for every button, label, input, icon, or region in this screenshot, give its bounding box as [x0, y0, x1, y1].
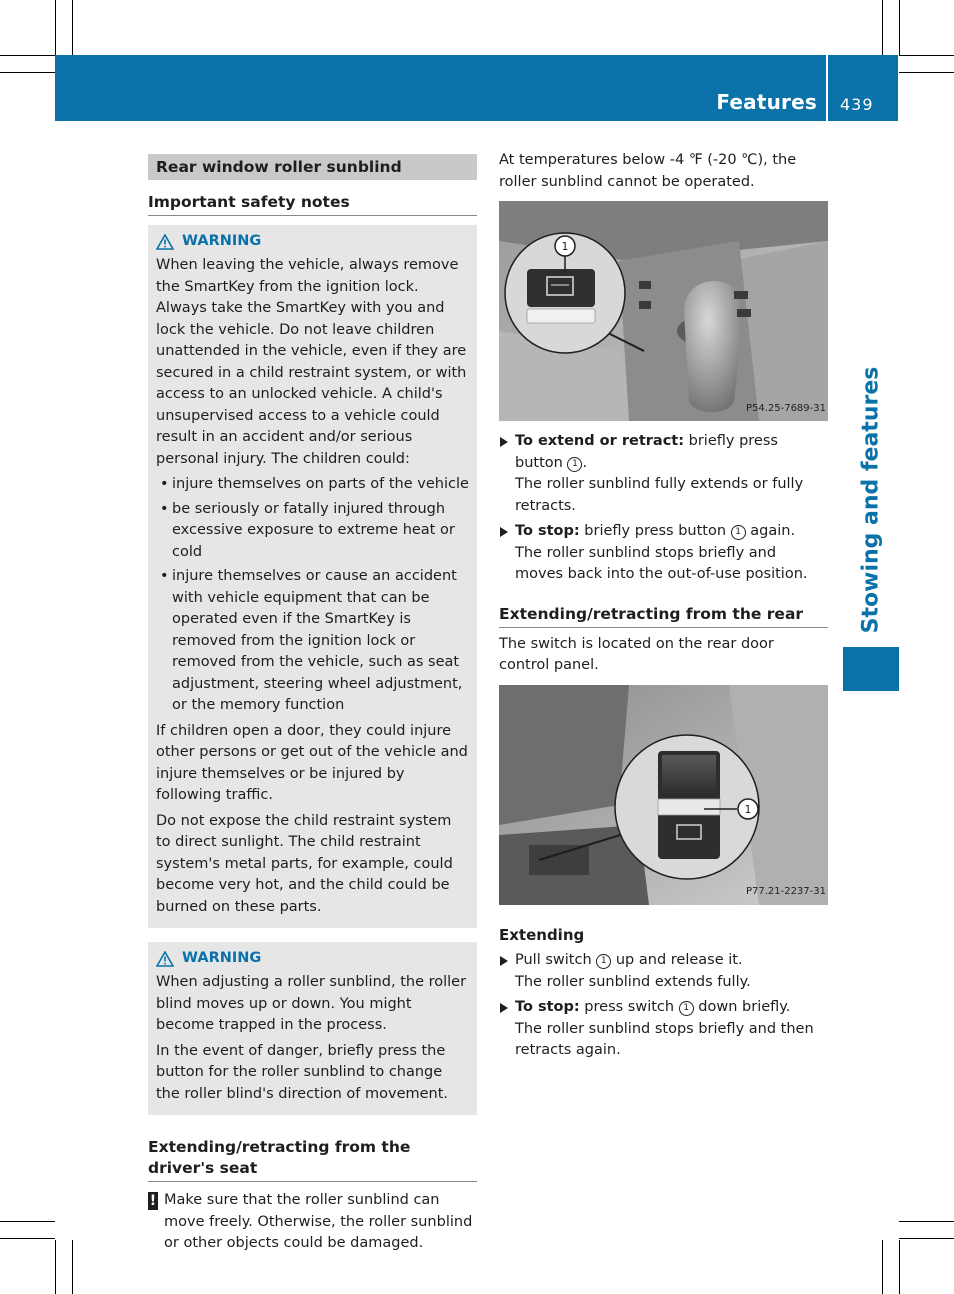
crop-mark — [899, 72, 954, 73]
step-label: To extend or retract: — [515, 433, 685, 449]
crop-mark — [72, 0, 73, 55]
chapter-marker-block — [843, 647, 899, 691]
page-header-title: Features — [716, 90, 817, 114]
warning-label: WARNING — [182, 233, 262, 249]
crop-mark — [0, 55, 55, 56]
warning-text: If children open a door, they could injure other persons or get out of the vehicle and injure themselves or be injured by following traffic. — [156, 722, 468, 803]
list-item — [499, 950, 828, 993]
safety-heading: Important safety notes — [148, 192, 477, 216]
warning-label: WARNING — [182, 950, 262, 966]
callout-number: 1 — [731, 525, 746, 540]
step-arrow-icon — [500, 956, 508, 966]
warning-header — [156, 231, 469, 252]
rear-heading: Extending/retracting from the rear — [499, 604, 828, 628]
step-text: Pull switch — [515, 952, 597, 968]
step-arrow-icon — [500, 527, 508, 537]
extending-heading: Extending — [499, 925, 585, 944]
rear-door-panel-photo — [499, 685, 828, 905]
step-text: press switch — [579, 999, 679, 1015]
crop-mark — [899, 1238, 954, 1239]
step-arrow-icon — [500, 437, 508, 447]
rear-door-panel-illustration — [499, 685, 828, 905]
warning-box — [148, 225, 477, 928]
callout-number: 1 — [567, 457, 582, 472]
step-arrow-icon — [500, 1003, 508, 1013]
warning-bullet-list — [156, 474, 469, 717]
warning-text: When leaving the vehicle, always remove the SmartKey from the ignition lock. Always take the SmartKey with you and lock the vehicle. Do not leave children unattended in the vehicle, even if they are secured in a child restraint system, or with access to an unlocked vehicle. A child's unsupervised access to a vehicle could result in an accident and/or serious personal injury. The children could: — [156, 257, 467, 467]
right-column — [499, 150, 828, 1066]
crop-mark — [899, 1240, 900, 1294]
crop-mark — [0, 1221, 55, 1222]
list-item: • injure themselves or cause an accident with vehicle equipment that can be operated even if the SmartKey is removed from the ignition lock or removed from the vehicle, such as seat adjustment, steering wheel adjustment, or the memory function — [156, 566, 469, 717]
warning-text: When adjusting a roller sunblind, the roller blind moves up or down. You might become trapped in the process. — [156, 974, 467, 1033]
list-item — [499, 521, 828, 586]
step-result: The roller sunblind fully extends or fully retracts. — [515, 476, 804, 514]
photo-reference-code: P77.21-2237-31 — [745, 886, 826, 897]
material-damage-note — [148, 1190, 477, 1255]
section-title: Rear window roller sunblind — [148, 154, 477, 180]
list-item: • injure themselves on parts of the vehicle — [156, 474, 469, 496]
step-list — [499, 431, 828, 586]
note-text: Make sure that the roller sunblind can move freely. Otherwise, the roller sunblind or other objects could be damaged. — [164, 1192, 473, 1251]
crop-mark — [55, 1240, 56, 1294]
crop-mark — [882, 1240, 883, 1294]
step-text: briefly press button — [579, 523, 731, 539]
chapter-side-tab — [843, 360, 899, 640]
warning-triangle-icon — [156, 951, 174, 967]
callout-number: 1 — [679, 1001, 694, 1016]
step-text: up and release it. — [611, 952, 743, 968]
step-text: down briefly. — [693, 999, 791, 1015]
exclamation-icon: ! — [149, 1193, 157, 1209]
warning-triangle-icon — [156, 234, 174, 250]
step-text: . — [582, 454, 588, 471]
photo-callout: 1 — [744, 802, 752, 816]
crop-mark — [899, 1221, 954, 1222]
list-item — [499, 431, 828, 517]
driver-seat-heading: Extending/retracting from the driver's seat — [148, 1137, 477, 1182]
rear-note: The switch is located on the rear door control panel. — [499, 635, 774, 673]
step-result: The roller sunblind extends fully. — [515, 973, 751, 990]
temperature-note: At temperatures below -4 ℉ (-20 ℃), the roller sunblind cannot be operated. — [499, 152, 797, 190]
list-item: • be seriously or fatally injured through excessive exposure to extreme heat or cold — [156, 499, 469, 564]
crop-mark — [882, 0, 883, 55]
crop-mark — [72, 1240, 73, 1294]
page-number: 439 — [840, 95, 874, 114]
step-result: The roller sunblind stops briefly and then retracts again. — [515, 1020, 814, 1058]
photo-callout: 1 — [561, 240, 569, 253]
center-console-illustration — [499, 201, 828, 421]
crop-mark — [0, 1238, 55, 1239]
crop-mark — [899, 0, 900, 55]
list-item — [499, 997, 828, 1062]
warning-box — [148, 942, 477, 1115]
step-text: again. — [745, 523, 796, 539]
callout-number: 1 — [596, 954, 611, 969]
crop-mark — [899, 55, 954, 56]
step-result: The roller sunblind stops briefly and moves back into the out-of-use position. — [515, 544, 808, 582]
step-text: briefly press button — [515, 433, 778, 471]
step-label: To stop: — [515, 523, 580, 539]
crop-mark — [55, 0, 56, 55]
crop-mark — [0, 72, 55, 73]
step-label: To stop: — [515, 999, 580, 1015]
left-column — [148, 150, 477, 1255]
warning-text: In the event of danger, briefly press the button for the roller sunblind to change the roller blind's direction of movement. — [156, 1042, 449, 1102]
step-list — [499, 950, 828, 1062]
warning-text: Do not expose the child restraint system to direct sunlight. The child restraint system's metal parts, for example, could become very hot, and the child could be burned on these parts. — [156, 812, 453, 915]
header-divider — [826, 55, 828, 121]
photo-reference-code: P54.25-7689-31 — [745, 402, 826, 414]
warning-header — [156, 948, 469, 969]
chapter-side-tab-label: Stowing and features — [858, 366, 884, 634]
center-console-photo — [499, 201, 828, 421]
